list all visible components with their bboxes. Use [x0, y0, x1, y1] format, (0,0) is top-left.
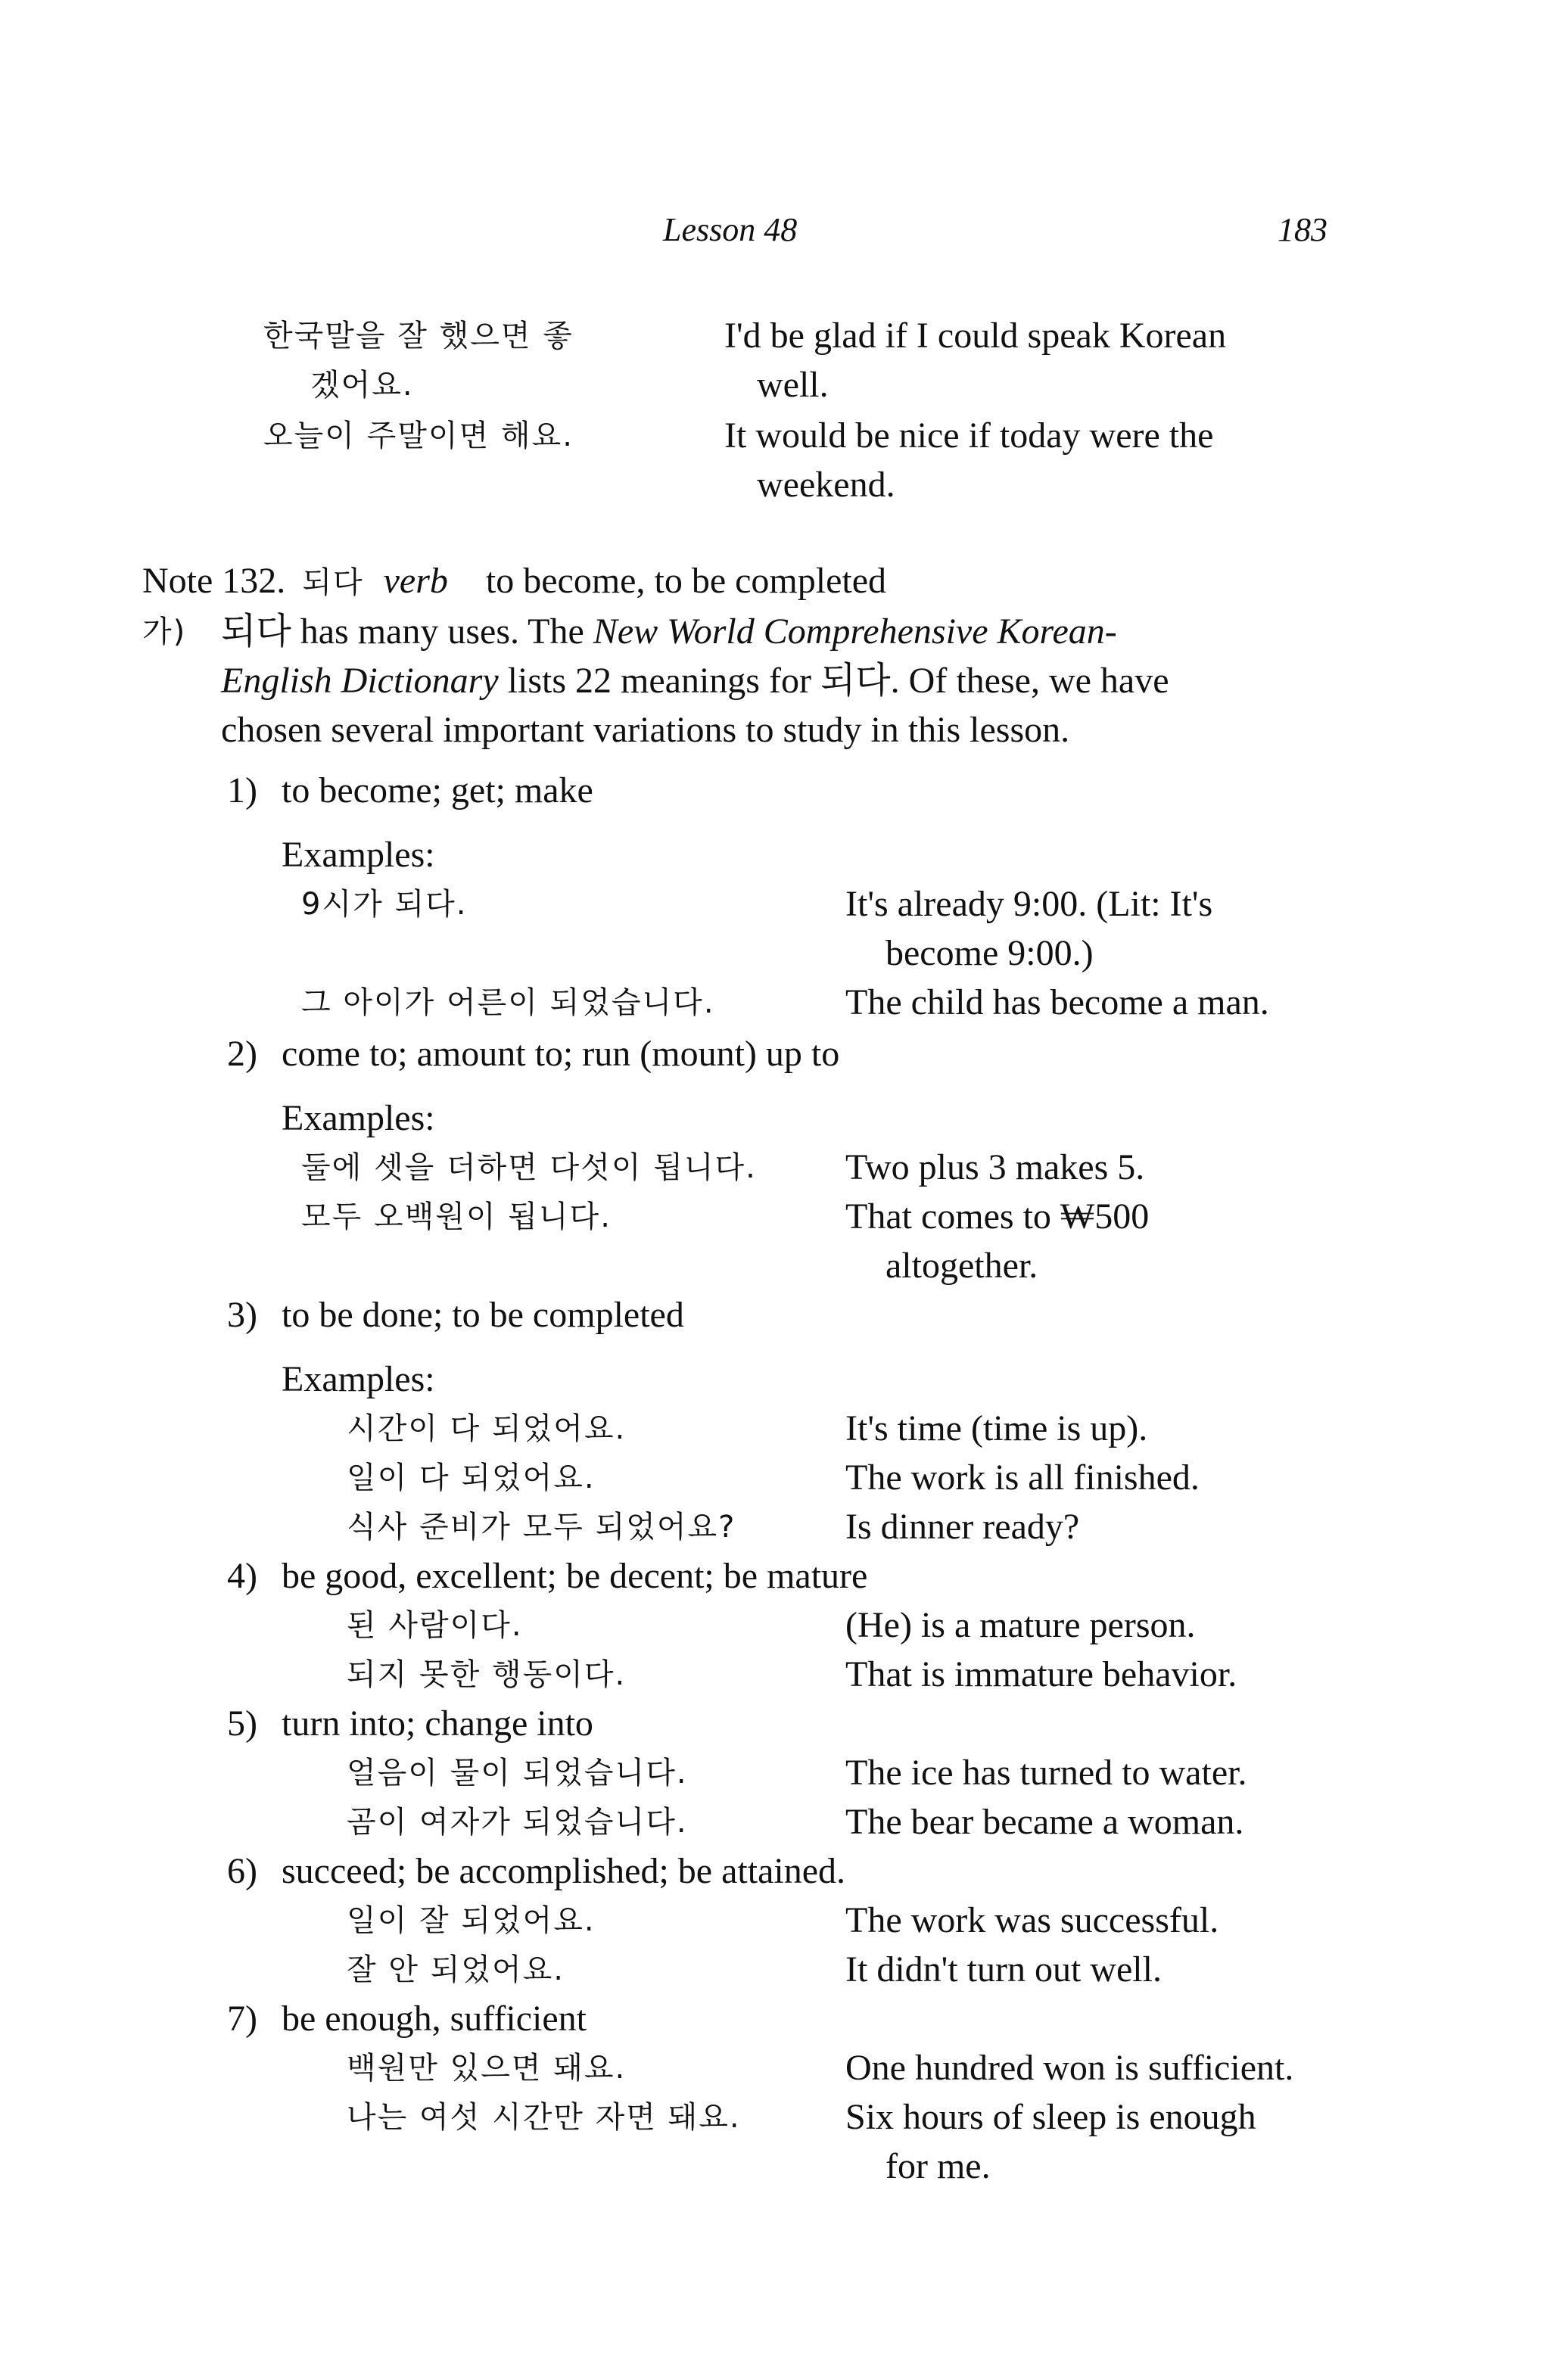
paragraph-line-3: chosen several important variations to study in this lesson. [221, 710, 1070, 750]
section-7-english-1: One hundred won is sufficient. [845, 2048, 1294, 2088]
intro-korean-1b: 겠어요. [310, 368, 414, 403]
section-1-examples-label: Examples: [282, 835, 435, 875]
section-2-korean-1: 둘에 셋을 더하면 다섯이 됩니다. [301, 1150, 757, 1185]
section-1-title: to become; get; make [282, 770, 593, 810]
section-7-english-2b: for me. [885, 2146, 991, 2186]
section-4-title: be good, excellent; be decent; be mature [282, 1556, 868, 1596]
intro-english-1a: I'd be glad if I could speak Korean [724, 316, 1227, 356]
section-6-english-2: It didn't turn out well. [845, 1949, 1162, 1990]
section-4-number: 4) [227, 1556, 257, 1596]
note-pos: verb [383, 561, 448, 601]
section-4-english-2: That is immature behavior. [845, 1654, 1237, 1694]
section-3-korean-3: 식사 준비가 모두 되었어요? [347, 1510, 736, 1545]
paragraph-marker: 가) [142, 614, 187, 649]
note-word: 되다 [302, 565, 364, 600]
section-5-korean-2: 곰이 여자가 되었습니다. [347, 1805, 688, 1840]
section-1-korean-2: 그 아이가 어른이 되었습니다. [301, 985, 715, 1020]
intro-english-2b: weekend. [757, 465, 895, 505]
lesson-header: Lesson 48 [663, 211, 798, 248]
section-2-english-2b: altogether. [885, 1246, 1038, 1286]
section-3-english-2: The work is all finished. [845, 1458, 1200, 1498]
note-heading [142, 557, 886, 607]
section-2-korean-2: 모두 오백원이 됩니다. [301, 1199, 612, 1234]
section-3-english-1: It's time (time is up). [845, 1408, 1148, 1448]
section-1-korean-1: 9시가 되다. [301, 887, 468, 922]
section-2-number: 2) [227, 1034, 257, 1074]
section-3-title: to be done; to be completed [282, 1295, 684, 1335]
section-2-english-2a: That comes to ₩500 [845, 1196, 1150, 1237]
section-4-korean-2: 되지 못한 행동이다. [347, 1657, 627, 1692]
section-6-korean-2: 잘 안 되었어요. [347, 1952, 565, 1987]
section-7-english-2a: Six hours of sleep is enough [845, 2097, 1256, 2137]
intro-korean-2: 오늘이 주말이면 해요. [263, 418, 574, 453]
section-6-number: 6) [227, 1851, 257, 1891]
section-3-examples-label: Examples: [282, 1359, 435, 1399]
section-7-korean-2: 나는 여섯 시간만 자면 돼요. [347, 2100, 741, 2135]
section-2-examples-label: Examples: [282, 1098, 435, 1138]
section-6-title: succeed; be accomplished; be attained. [282, 1851, 846, 1891]
note-gloss: to become, to be completed [485, 561, 887, 601]
intro-korean-1a: 한국말을 잘 했으면 좋 [263, 319, 574, 353]
section-1-english-2: The child has become a man. [845, 982, 1269, 1022]
section-6-korean-1: 일이 잘 되었어요. [347, 1903, 596, 1938]
section-3-number: 3) [227, 1295, 257, 1335]
page-number: 183 [1278, 211, 1327, 248]
section-2-title: come to; amount to; run (mount) up to [282, 1034, 840, 1074]
section-7-title: be enough, sufficient [282, 1999, 587, 2039]
section-6-english-1: The work was successful. [845, 1900, 1219, 1940]
section-4-korean-1: 된 사람이다. [347, 1608, 523, 1643]
section-1-english-1b: become 9:00.) [885, 933, 1094, 973]
section-5-english-2: The bear became a woman. [845, 1802, 1244, 1842]
note-label: Note 132. [142, 561, 286, 601]
intro-english-1b: well. [757, 365, 829, 405]
intro-english-2a: It would be nice if today were the [724, 415, 1214, 456]
section-3-korean-1: 시간이 다 되었어요. [347, 1411, 627, 1446]
section-3-korean-2: 일이 다 되었어요. [347, 1461, 596, 1495]
section-7-korean-1: 백원만 있으면 돼요. [347, 2051, 627, 2086]
section-4-english-1: (He) is a mature person. [845, 1605, 1196, 1645]
section-5-english-1: The ice has turned to water. [845, 1753, 1247, 1793]
section-5-korean-1: 얼음이 물이 되었습니다. [347, 1756, 688, 1790]
section-1-english-1a: It's already 9:00. (Lit: It's [845, 884, 1213, 924]
section-5-title: turn into; change into [282, 1703, 593, 1744]
section-1-number: 1) [227, 770, 257, 810]
section-5-number: 5) [227, 1703, 257, 1744]
section-2-english-1: Two plus 3 makes 5. [845, 1147, 1145, 1187]
section-7-number: 7) [227, 1999, 257, 2039]
section-3-english-3: Is dinner ready? [845, 1507, 1080, 1547]
paragraph-line-1: 되다 has many uses. The New World Comprehensive Korean- [221, 611, 1117, 652]
paragraph-line-2: English Dictionary lists 22 meanings for 되다. Of these, we have [221, 661, 1169, 701]
